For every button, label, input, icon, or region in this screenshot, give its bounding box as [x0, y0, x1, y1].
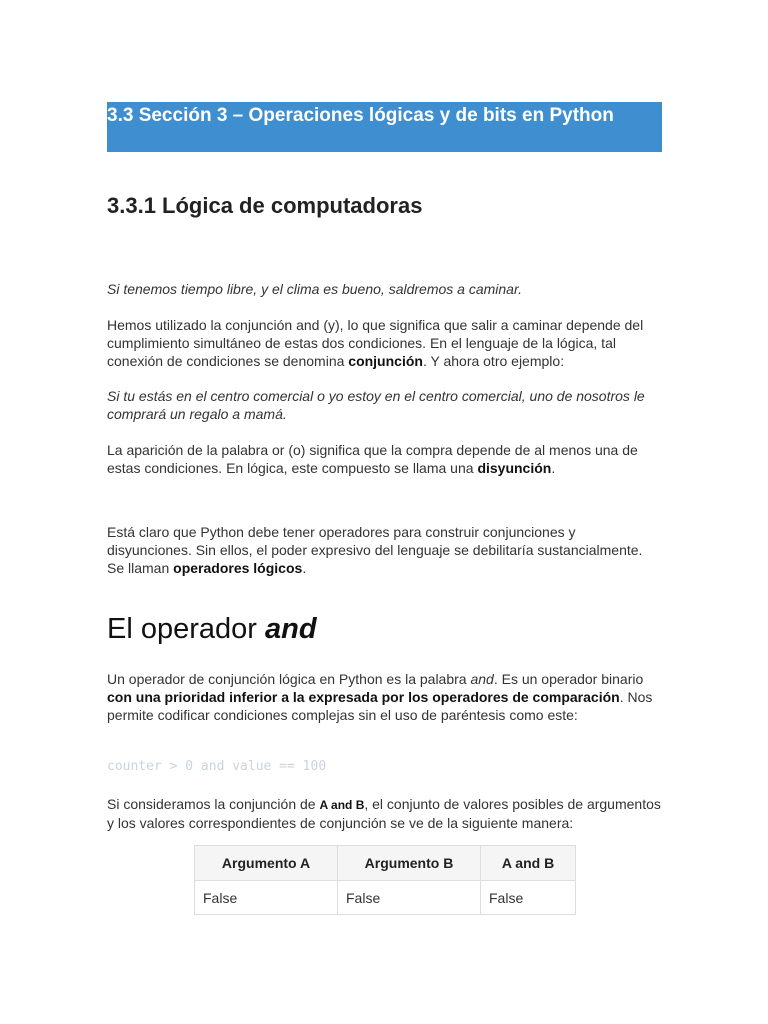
- paragraph-truth-intro: Si consideramos la conjunción de A and B, el conjunto de valores posibles de argumentos y los valores correspondientes de conjunción se ve de la siguiente manera:: [107, 796, 661, 831]
- column-header-argumento-a: Argumento A: [195, 846, 338, 881]
- paragraph-logical-operators: Está claro que Python debe tener operadores para construir conjunciones y disyunciones. Sin ellos, el poder expresivo del lenguaje se debilitaría sustancialmente. Se llaman operadores lógicos.: [107, 524, 643, 576]
- table-cell: False: [481, 881, 576, 915]
- section-header: 3.3 Sección 3 – Operaciones lógicas y de bits en Python: [107, 102, 662, 152]
- example-sentence-2: Si tu estás en el centro comercial o yo estoy en el centro comercial, uno de nosotros le comprará un regalo a mamá.: [107, 388, 645, 422]
- term-disyuncion: disyunción: [477, 460, 552, 476]
- column-header-argumento-b: Argumento B: [338, 846, 481, 881]
- truth-table: [194, 845, 576, 915]
- example-sentence-1: Si tenemos tiempo libre, y el clima es bueno, saldremos a caminar.: [107, 281, 522, 297]
- table-header-row: [195, 846, 576, 881]
- paragraph-disjunction: La aparición de la palabra or (o) significa que la compra depende de al menos una de estas condiciones. En lógica, este compuesto se llama una disyunción.: [107, 442, 638, 476]
- table-row: [195, 881, 576, 915]
- table-cell: False: [195, 881, 338, 915]
- code-example: counter > 0 and value == 100: [107, 759, 327, 774]
- paragraph-conjunction: Hemos utilizado la conjunción and (y), lo que significa que salir a caminar depende del cumplimiento simultáneo de estas dos condiciones. En el lenguaje de la lógica, tal conexión de condiciones se denomina conjunción. Y ahora otro ejemplo:: [107, 317, 644, 369]
- term-operadores-logicos: operadores lógicos: [173, 560, 303, 576]
- column-header-a-and-b: A and B: [481, 846, 576, 881]
- paragraph-and-operator: Un operador de conjunción lógica en Python es la palabra and. Es un operador binario con una prioridad inferior a la expresada por los operadores de comparación. Nos permite codificar condiciones complejas sin el uso de paréntesis como este:: [107, 671, 653, 723]
- term-conjuncion: conjunción: [348, 353, 423, 369]
- term-a-and-b: A and B: [319, 798, 365, 812]
- table-cell: False: [338, 881, 481, 915]
- subheading: 3.3.1 Lógica de computadoras: [107, 193, 423, 218]
- heading-and-operator: El operador and: [107, 613, 317, 645]
- term-priority: con una prioridad inferior a la expresada por los operadores de comparación: [107, 689, 620, 705]
